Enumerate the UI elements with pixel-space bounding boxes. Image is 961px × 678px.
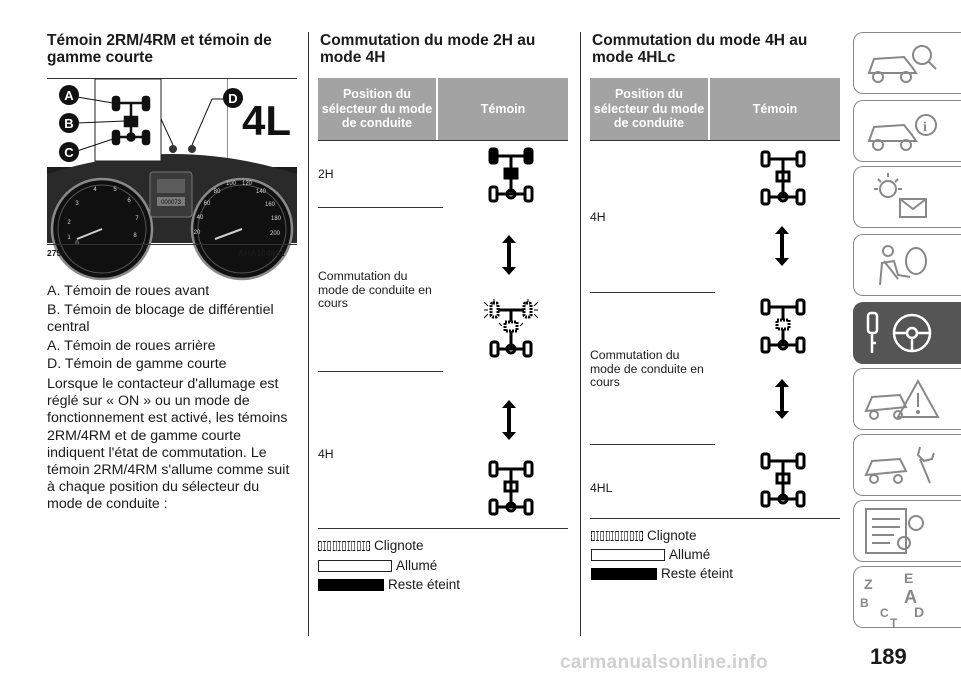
dashboard-figure [47,79,297,243]
table-bottom-rule [590,518,840,519]
sidebar-tab-warning-lights[interactable] [853,166,961,228]
switch-arrow-icon [501,235,517,275]
section-heading: Commutation du mode 2H au mode 4H [320,32,536,66]
drivetrain-4wd-icon [760,150,806,206]
sidebar-tab-specs[interactable] [853,500,961,562]
page-number: 189 [870,644,907,669]
mode-cell-4hl: 4HL [590,481,613,495]
drivetrain-4wd-icon [488,460,534,516]
svg-text:4: 4 [93,187,97,193]
table-header-temoin: Témoin [438,78,568,140]
mode-cell-4h: 4H [318,447,334,461]
legend-blink-label: Clignote [647,528,697,543]
label-b: B [64,116,74,131]
label-a: A [64,88,74,103]
sidebar-tab-car-wrench[interactable] [853,434,961,496]
figure-caption-code: AHA104951 [238,248,285,258]
car-search-icon [854,33,961,93]
mode-cell-4h: 4H [590,210,606,224]
figure-4l-label: 4L [242,97,292,144]
svg-text:40: 40 [196,215,204,221]
label-d: D [228,91,238,106]
alphabet-index-icon [854,567,961,630]
table-header-rule [590,140,840,141]
svg-text:20: 20 [193,230,201,236]
legend-off-swatch [591,568,657,580]
table-header-position: Position du sélecteur du mode de conduite [590,78,708,140]
sidebar-tab-key-steering-active[interactable] [853,302,961,364]
mode-cell-2h: 2H [318,167,334,181]
figure-caption-number: 275 [47,248,62,258]
row-rule [590,292,715,293]
sidebar-tab-car-info[interactable] [853,100,961,162]
legend-item-b: B. Témoin de blocage de différentiel central [47,302,274,336]
svg-text:200: 200 [269,231,281,237]
legend-blink-swatch [591,531,643,541]
legend-blink [591,528,697,543]
legend-on-label: Allumé [669,547,711,562]
figure-bottom-rule [47,244,297,245]
svg-text:T: T [890,616,898,630]
section-heading: Témoin 2RM/4RM et témoin de gamme courte [47,32,272,66]
mode-cell-switching: Commutation du mode de conduite en cours [318,269,432,310]
key-steering-wheel-icon [854,303,961,363]
row-rule [318,371,443,372]
drivetrain-lock-blinking-icon [760,298,806,354]
section-heading: Commutation du mode 4H au mode 4HLc [592,32,808,66]
switch-arrow-icon [774,226,790,266]
svg-text:2: 2 [67,220,71,226]
legend-off [318,577,460,592]
drivetrain-4wd-lock-icon [760,452,806,508]
car-info-icon [854,101,961,161]
car-warning-triangle-icon [854,369,961,429]
svg-text:140: 140 [255,189,267,195]
body-paragraph: Lorsque le contacteur d'allumage est réglé sur « ON » ou un mode de fonctionnement est activé, les témoins 2RM/4RM et de gamme courte indiquent l'état de commutation. Le témoin 2RM/4RM s'allume comme suit à chaque position du sélecteur du mode de conduite : [47,376,290,513]
svg-text:D: D [914,604,925,620]
svg-text:B: B [860,596,869,610]
svg-text:i: i [923,120,927,135]
legend-blink-swatch [318,541,370,551]
legend-on-swatch [591,549,665,561]
legend-off-swatch [318,579,384,591]
switch-arrow-icon [774,379,790,419]
legend-item-d: D. Témoin de gamme courte [47,356,227,372]
table-header-temoin: Témoin [710,78,840,140]
svg-text:5: 5 [113,187,117,193]
svg-text:6: 6 [127,198,131,204]
table-header-position: Position du sélecteur du mode de conduite [318,78,436,140]
svg-text:3: 3 [75,201,79,207]
column-divider-1 [308,32,309,636]
svg-text:000073: 000073 [160,200,182,206]
label-c: C [64,145,74,160]
switch-arrow-icon [501,400,517,440]
row-rule [318,207,443,208]
sidebar-tab-car-warning[interactable] [853,368,961,430]
row-rule [590,444,715,445]
legend-blink [318,538,424,553]
svg-text:1: 1 [67,235,71,241]
car-wrench-icon [854,435,961,495]
legend-item-a: A. Témoin de roues avant [47,283,210,299]
sidebar-tab-car-search[interactable] [853,32,961,94]
legend-on-swatch [318,560,392,572]
svg-text:7: 7 [135,216,139,222]
svg-text:A: A [904,587,917,607]
column-divider-2 [580,32,581,636]
legend-blink-label: Clignote [374,538,424,553]
legend-item-c: A. Témoin de roues arrière [47,338,216,354]
seatbelt-airbag-icon [854,235,961,295]
legend-on [591,547,710,562]
svg-text:80: 80 [213,189,221,195]
sidebar-tab-seatbelt-airbag[interactable] [853,234,961,296]
legend-off-label: Reste éteint [661,566,734,581]
svg-text:C: C [880,606,889,620]
sidebar-tab-index[interactable] [853,566,961,628]
watermark: carmanualsonline.info [560,652,768,673]
legend-off-label: Reste éteint [388,577,461,592]
svg-text:100: 100 [225,181,237,187]
drivetrain-4wd-blinking-icon [482,298,540,360]
table-header-rule [318,140,568,141]
mode-cell-switching: Commutation du mode de conduite en cours [590,348,704,389]
svg-text:Z: Z [864,576,873,592]
legend-off [591,566,733,581]
svg-text:8: 8 [133,233,137,239]
svg-text:160: 160 [264,202,276,208]
svg-text:E: E [904,570,914,586]
svg-text:120: 120 [241,181,253,187]
specs-gear-icon [854,501,961,561]
svg-text:180: 180 [270,216,282,222]
warning-light-message-icon [854,167,961,227]
drivetrain-2wd-icon [488,147,534,203]
svg-text:60: 60 [203,201,211,207]
legend-on-label: Allumé [396,558,438,573]
legend-on [318,558,437,573]
table-bottom-rule [318,528,568,529]
